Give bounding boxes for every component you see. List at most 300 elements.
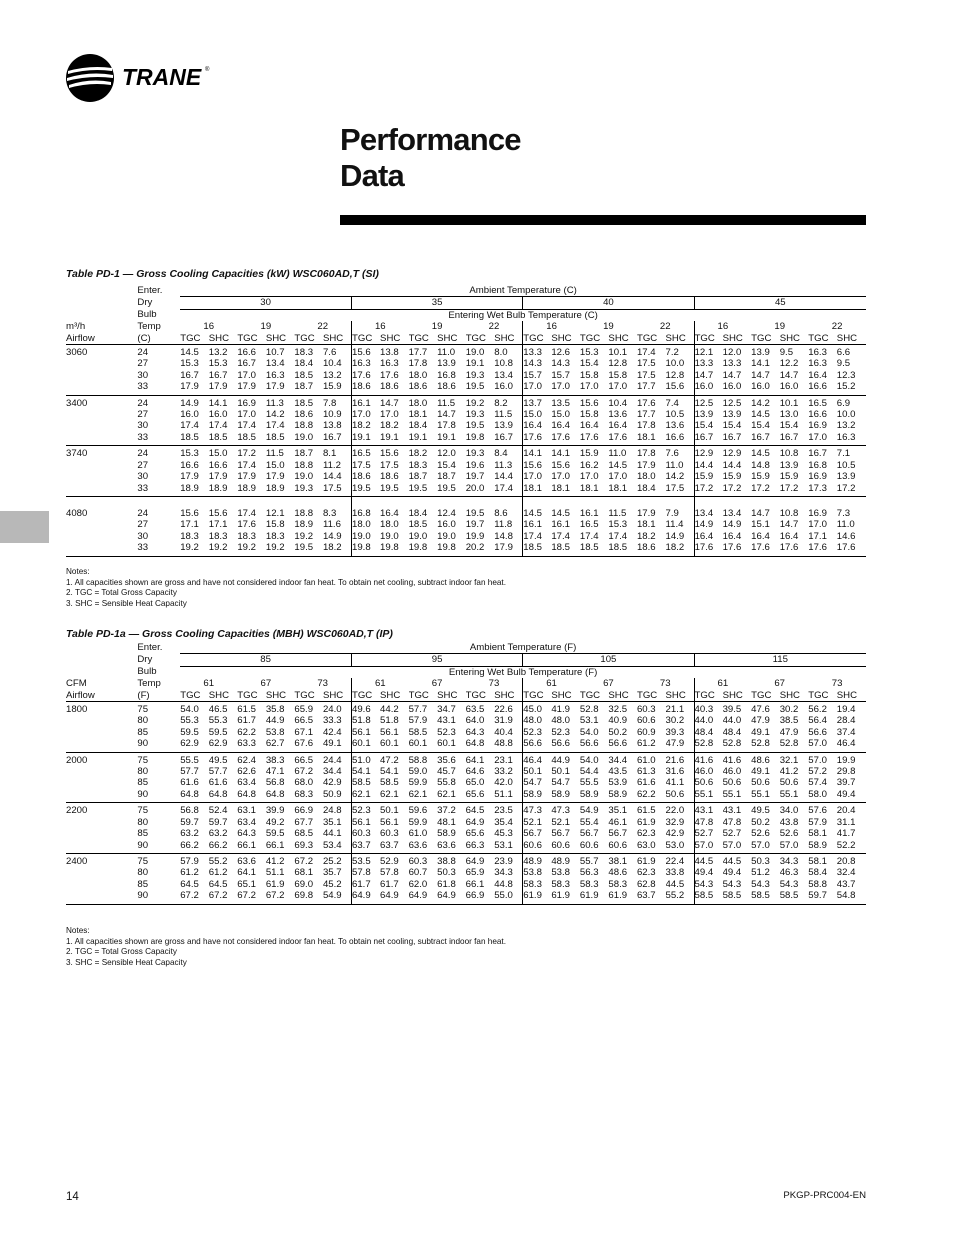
wet-bulb-value: 19 bbox=[774, 321, 786, 333]
tgc-value: 16.6 bbox=[180, 459, 199, 471]
tgc-value: 52.8 bbox=[579, 704, 599, 716]
shc-value: 45.7 bbox=[437, 766, 456, 778]
tgc-value: 16.4 bbox=[579, 420, 599, 432]
tgc-value: 15.3 bbox=[579, 347, 599, 359]
shc-value: 60.1 bbox=[380, 738, 409, 752]
shc-value: 14.5 bbox=[551, 507, 571, 519]
tgc-header: TGC bbox=[180, 690, 209, 702]
wet-bulb-value: 67 bbox=[603, 678, 614, 690]
tgc-value: 52.6 bbox=[751, 828, 770, 840]
header-blank bbox=[66, 309, 137, 321]
shc-value: 56.1 bbox=[380, 816, 399, 828]
note-line: 3. SHC = Sensible Heat Capacity bbox=[66, 957, 187, 967]
tgc-value: 55.7 bbox=[579, 855, 599, 867]
entering-dry-bulb-temp: 33 bbox=[137, 381, 180, 395]
table-row bbox=[66, 879, 866, 890]
shc-value: 50.1 bbox=[380, 805, 399, 817]
shc-value: 17.6 bbox=[723, 542, 752, 556]
table-row bbox=[66, 752, 866, 766]
airflow-label: Airflow bbox=[66, 333, 137, 345]
shc-value: 39.5 bbox=[722, 704, 742, 716]
tgc-value: 54.7 bbox=[523, 777, 552, 788]
tgc-value: 64.5 bbox=[180, 878, 199, 890]
tgc-value: 65.9 bbox=[465, 867, 485, 879]
shc-value: 56.6 bbox=[551, 738, 580, 752]
tgc-value: 60.6 bbox=[523, 840, 552, 854]
tgc-value: 15.9 bbox=[694, 471, 723, 482]
tgc-value: 64.1 bbox=[237, 867, 256, 879]
shc-header: SHC bbox=[437, 690, 466, 702]
shc-value: 42.0 bbox=[494, 777, 513, 789]
shc-value: 16.4 bbox=[779, 530, 799, 542]
entering-dry-bulb-temp: 27 bbox=[137, 519, 149, 531]
tgc-value: 19.0 bbox=[294, 471, 314, 483]
tgc-value: 16.7 bbox=[237, 358, 256, 370]
tgc-value: 58.5 bbox=[351, 777, 380, 788]
tgc-value: 12.1 bbox=[694, 345, 723, 359]
shc-value: 49.1 bbox=[323, 738, 352, 752]
shc-value: 18.5 bbox=[551, 542, 580, 556]
tgc-value: 50.3 bbox=[751, 855, 770, 867]
tgc-value: 18.5 bbox=[294, 397, 314, 409]
tgc-value: 69.0 bbox=[294, 878, 314, 890]
tgc-value: 60.1 bbox=[409, 738, 438, 752]
page-title bbox=[340, 122, 521, 194]
shc-value: 44.9 bbox=[551, 754, 570, 766]
tgc-value: 19.8 bbox=[409, 542, 438, 556]
shc-value: 60.1 bbox=[437, 738, 466, 752]
table-row bbox=[66, 766, 866, 777]
spacer-cell bbox=[780, 496, 809, 506]
shc-value: 19.0 bbox=[437, 530, 456, 542]
spacer-cell bbox=[180, 496, 209, 506]
tgc-header: TGC bbox=[637, 690, 666, 702]
shc-value: 10.1 bbox=[608, 347, 628, 359]
spacer-cell bbox=[608, 496, 637, 506]
tgc-value: 61.0 bbox=[408, 828, 428, 840]
shc-header: SHC bbox=[723, 333, 752, 345]
shc-value: 48.8 bbox=[494, 738, 523, 752]
shc-value: 13.9 bbox=[779, 459, 799, 471]
tgc-value: 16.9 bbox=[808, 420, 827, 432]
tgc-value: 16.7 bbox=[180, 369, 199, 381]
tgc-header: TGC bbox=[351, 690, 380, 702]
wet-bulb-value: 19 bbox=[603, 321, 614, 333]
shc-value: 14.9 bbox=[722, 519, 742, 531]
shc-value: 19.9 bbox=[836, 754, 856, 766]
shc-value: 29.8 bbox=[836, 766, 856, 778]
shc-value: 18.2 bbox=[380, 420, 399, 432]
shc-value: 11.8 bbox=[494, 519, 513, 531]
cooling-capacity-table-si bbox=[66, 285, 866, 557]
tgc-value: 55.1 bbox=[694, 789, 723, 803]
table-row bbox=[66, 738, 866, 752]
tgc-value: 66.5 bbox=[294, 754, 314, 766]
tgc-value: 63.5 bbox=[465, 704, 485, 716]
tgc-value: 60.9 bbox=[636, 726, 656, 738]
shc-value: 12.5 bbox=[722, 397, 742, 409]
shc-value: 52.1 bbox=[551, 816, 570, 828]
tgc-value: 58.5 bbox=[751, 890, 780, 904]
tgc-value: 63.7 bbox=[351, 840, 380, 854]
shc-value: 15.3 bbox=[608, 519, 628, 531]
tgc-value: 62.1 bbox=[409, 789, 438, 803]
tgc-value: 14.2 bbox=[751, 397, 770, 409]
tgc-value: 18.7 bbox=[408, 471, 428, 483]
shc-value: 56.1 bbox=[380, 726, 399, 738]
tgc-value: 14.8 bbox=[751, 459, 770, 471]
tgc-value: 53.5 bbox=[351, 853, 380, 867]
tgc-value: 55.1 bbox=[751, 789, 780, 803]
tgc-value: 52.3 bbox=[523, 727, 552, 738]
tgc-value: 61.5 bbox=[636, 805, 656, 817]
shc-value: 41.2 bbox=[265, 855, 285, 867]
header-blank bbox=[66, 297, 137, 309]
wet-bulb-value: 16 bbox=[203, 321, 215, 333]
shc-value: 9.5 bbox=[836, 358, 851, 370]
entering-dry-bulb-temp: 80 bbox=[137, 715, 149, 727]
wet-bulb-temperature-label: Entering Wet Bulb Temperature (F) bbox=[448, 666, 598, 678]
tgc-value: 19.8 bbox=[352, 542, 381, 556]
spacer-cell bbox=[837, 496, 866, 506]
tgc-value: 19.7 bbox=[465, 519, 485, 531]
tgc-value: 17.0 bbox=[352, 409, 381, 420]
tgc-value: 19.5 bbox=[465, 420, 485, 432]
shc-value: 12.0 bbox=[722, 347, 742, 359]
tgc-value: 60.6 bbox=[636, 715, 656, 727]
shc-value: 22.6 bbox=[494, 704, 513, 716]
tgc-value: 51.2 bbox=[751, 867, 770, 879]
tgc-value: 15.4 bbox=[694, 420, 723, 431]
tgc-value: 17.2 bbox=[237, 448, 256, 460]
wet-bulb-value: 73 bbox=[659, 678, 671, 690]
spacer-cell bbox=[551, 496, 580, 506]
note-line: 3. SHC = Sensible Heat Capacity bbox=[66, 598, 187, 608]
tgc-value: 58.9 bbox=[580, 789, 609, 803]
tgc-value: 63.7 bbox=[637, 890, 666, 904]
tgc-value: 17.5 bbox=[352, 460, 381, 471]
tgc-value: 19.5 bbox=[465, 507, 485, 519]
tgc-value: 18.1 bbox=[580, 483, 609, 497]
shc-value: 47.3 bbox=[551, 805, 570, 817]
shc-value: 17.2 bbox=[780, 483, 809, 497]
table-notes bbox=[66, 926, 506, 968]
shc-value: 7.2 bbox=[665, 347, 679, 359]
airflow-blank bbox=[66, 789, 137, 803]
shc-value: 10.1 bbox=[779, 397, 799, 409]
airflow-label: Airflow bbox=[66, 690, 137, 702]
shc-value: 13.2 bbox=[322, 369, 342, 381]
shc-value: 32.5 bbox=[608, 704, 628, 716]
tgc-value: 17.6 bbox=[751, 542, 780, 556]
shc-value: 16.0 bbox=[437, 519, 456, 531]
shc-value: 24.4 bbox=[322, 754, 342, 766]
tgc-value: 19.3 bbox=[465, 448, 485, 460]
tgc-value: 44.5 bbox=[694, 853, 723, 867]
shc-value: 18.9 bbox=[209, 483, 238, 497]
shc-value: 11.0 bbox=[437, 347, 456, 359]
shc-value: 15.7 bbox=[551, 369, 571, 381]
tgc-value: 49.1 bbox=[751, 726, 770, 738]
table-notes bbox=[66, 567, 506, 609]
tgc-value: 16.1 bbox=[352, 395, 381, 409]
entering-dry-bulb-temp: 24 bbox=[137, 347, 149, 359]
tgc-value: 19.0 bbox=[352, 531, 381, 542]
tgc-value: 20.2 bbox=[466, 542, 495, 556]
shc-value: 42.4 bbox=[322, 726, 342, 738]
tgc-value: 61.2 bbox=[180, 867, 199, 879]
shc-value: 48.0 bbox=[551, 715, 570, 727]
tgc-value: 57.7 bbox=[180, 766, 199, 778]
tgc-value: 60.3 bbox=[636, 704, 656, 716]
tgc-value: 62.0 bbox=[408, 878, 428, 890]
shc-value: 58.3 bbox=[608, 878, 628, 890]
header-temp: Temp bbox=[137, 321, 161, 333]
shc-value: 33.3 bbox=[322, 715, 342, 727]
shc-value: 18.0 bbox=[380, 519, 399, 531]
shc-value: 17.9 bbox=[494, 542, 523, 556]
header-temp: Temp bbox=[137, 678, 161, 690]
shc-value: 53.1 bbox=[494, 840, 523, 854]
shc-value: 18.2 bbox=[666, 542, 695, 556]
airflow-blank bbox=[66, 409, 137, 420]
header-dry: Dry bbox=[137, 296, 153, 308]
tgc-value: 16.7 bbox=[751, 432, 780, 446]
tgc-value: 64.0 bbox=[465, 715, 485, 727]
shc-value: 49.5 bbox=[208, 754, 228, 766]
wet-bulb-value: 16 bbox=[694, 321, 751, 332]
shc-value: 7.6 bbox=[322, 347, 337, 359]
tgc-value: 19.3 bbox=[465, 369, 485, 381]
shc-header: SHC bbox=[494, 690, 523, 702]
tgc-value: 16.4 bbox=[808, 369, 827, 381]
cooling-capacity-table-ip bbox=[66, 642, 866, 905]
tgc-value: 49.1 bbox=[751, 766, 770, 778]
tgc-value: 16.7 bbox=[694, 432, 723, 446]
tgc-value: 67.7 bbox=[294, 816, 314, 828]
shc-value: 31.9 bbox=[494, 715, 513, 727]
tgc-value: 19.5 bbox=[294, 542, 323, 556]
tgc-value: 16.0 bbox=[180, 409, 199, 421]
tgc-value: 64.9 bbox=[351, 890, 380, 904]
tgc-value: 13.7 bbox=[523, 395, 552, 409]
shc-value: 56.8 bbox=[265, 777, 285, 789]
shc-value: 49.4 bbox=[722, 867, 742, 879]
shc-value: 59.5 bbox=[208, 726, 228, 738]
shc-value: 15.6 bbox=[551, 459, 571, 471]
wet-bulb-value: 19 bbox=[260, 321, 272, 333]
tgc-value: 18.8 bbox=[294, 507, 314, 519]
shc-value: 14.4 bbox=[722, 459, 742, 471]
tgc-value: 58.3 bbox=[579, 878, 599, 890]
tgc-value: 52.8 bbox=[751, 738, 780, 752]
shc-header: SHC bbox=[323, 333, 352, 345]
shc-value: 52.8 bbox=[780, 738, 809, 752]
header-enter: Enter. bbox=[137, 642, 163, 653]
shc-value: 46.0 bbox=[722, 766, 742, 778]
shc-value: 43.8 bbox=[779, 816, 799, 828]
tgc-value: 54.3 bbox=[751, 878, 770, 890]
tgc-value: 18.3 bbox=[408, 459, 428, 471]
shc-value: 55.0 bbox=[494, 890, 523, 904]
shc-value: 16.6 bbox=[208, 459, 228, 471]
tgc-value: 64.8 bbox=[466, 738, 495, 752]
shc-value: 43.1 bbox=[437, 715, 456, 727]
tgc-value: 18.6 bbox=[352, 471, 381, 482]
wet-bulb-value: 22 bbox=[831, 321, 843, 333]
tgc-value: 65.9 bbox=[294, 704, 314, 716]
tgc-value: 54.1 bbox=[351, 766, 380, 777]
shc-value: 61.9 bbox=[551, 890, 580, 904]
tgc-value: 16.9 bbox=[808, 471, 827, 483]
shc-value: 66.2 bbox=[209, 840, 238, 854]
tgc-header: TGC bbox=[580, 690, 609, 702]
tgc-value: 16.6 bbox=[808, 381, 837, 395]
shc-value: 34.3 bbox=[779, 855, 799, 867]
shc-value: 17.6 bbox=[837, 542, 866, 556]
wet-bulb-value: 16 bbox=[352, 321, 409, 332]
shc-value: 16.7 bbox=[208, 369, 228, 381]
shc-value: 13.4 bbox=[494, 369, 513, 381]
shc-value: 33.2 bbox=[494, 766, 513, 778]
tgc-header: TGC bbox=[751, 690, 780, 702]
tgc-value: 17.7 bbox=[408, 347, 428, 359]
tgc-header: TGC bbox=[694, 690, 723, 702]
shc-value: 8.0 bbox=[494, 347, 508, 359]
page-title-line-1: Performance bbox=[340, 122, 521, 157]
document-code: PKGP-PRC004-EN bbox=[783, 1190, 866, 1201]
shc-value: 35.4 bbox=[494, 816, 513, 828]
entering-dry-bulb-temp: 85 bbox=[137, 777, 149, 789]
table-row bbox=[66, 817, 866, 828]
shc-value: 60.3 bbox=[380, 828, 399, 840]
shc-value: 52.6 bbox=[779, 828, 799, 840]
table-row bbox=[66, 345, 866, 359]
airflow-value: 3060 bbox=[66, 347, 88, 359]
wet-bulb-value: 61 bbox=[694, 678, 751, 689]
shc-value: 35.7 bbox=[322, 867, 342, 879]
shc-value: 43.5 bbox=[608, 766, 628, 778]
shc-value: 17.4 bbox=[551, 530, 571, 542]
tgc-value: 61.7 bbox=[351, 879, 380, 890]
tgc-value: 18.5 bbox=[180, 432, 209, 446]
shc-value: 13.9 bbox=[722, 409, 742, 421]
shc-value: 38.1 bbox=[608, 855, 628, 867]
shc-value: 13.2 bbox=[208, 347, 228, 359]
ambient-temperature-label: Ambient Temperature (F) bbox=[180, 642, 866, 654]
tgc-value: 19.2 bbox=[180, 542, 209, 556]
tgc-value: 12.5 bbox=[694, 395, 723, 409]
shc-value: 19.5 bbox=[437, 483, 466, 497]
tgc-value: 68.3 bbox=[294, 789, 323, 803]
tgc-value: 15.4 bbox=[579, 358, 599, 370]
shc-value: 54.9 bbox=[323, 890, 352, 904]
tgc-value: 59.9 bbox=[408, 777, 428, 789]
shc-value: 14.7 bbox=[437, 409, 456, 421]
spacer-cell bbox=[380, 496, 409, 506]
tgc-value: 14.5 bbox=[751, 409, 770, 421]
shc-value: 18.1 bbox=[608, 483, 637, 497]
tgc-value: 17.5 bbox=[636, 369, 656, 381]
title-rule bbox=[340, 215, 866, 225]
shc-value: 8.2 bbox=[494, 397, 508, 409]
wet-bulb-value: 73 bbox=[831, 678, 843, 690]
airflow-value: 2000 bbox=[66, 754, 88, 766]
tgc-value: 18.6 bbox=[352, 381, 381, 395]
tgc-value: 18.4 bbox=[294, 358, 314, 370]
spacer-cell bbox=[637, 496, 666, 506]
shc-value: 58.5 bbox=[780, 890, 809, 904]
wet-bulb-value: 67 bbox=[260, 678, 272, 690]
shc-value: 8.6 bbox=[494, 507, 508, 519]
shc-value: 50.6 bbox=[779, 777, 799, 789]
tgc-value: 17.4 bbox=[237, 507, 256, 519]
tgc-value: 59.0 bbox=[408, 766, 428, 778]
tgc-header: TGC bbox=[466, 690, 495, 702]
airflow-blank bbox=[66, 471, 137, 482]
shc-value: 19.4 bbox=[836, 704, 856, 716]
entering-dry-bulb-temp: 75 bbox=[137, 805, 149, 817]
tgc-value: 18.1 bbox=[408, 409, 428, 421]
tgc-value: 60.7 bbox=[408, 867, 428, 879]
wet-bulb-value: 19 bbox=[431, 321, 443, 333]
shc-value: 23.9 bbox=[494, 855, 513, 867]
shc-value: 58.9 bbox=[608, 789, 637, 803]
note-line: 2. TGC = Total Gross Capacity bbox=[66, 588, 177, 598]
airflow-value: 2200 bbox=[66, 805, 88, 817]
tgc-value: 55.3 bbox=[180, 715, 199, 727]
tgc-value: 63.1 bbox=[237, 805, 256, 817]
table-row bbox=[66, 727, 866, 738]
tgc-value: 56.1 bbox=[351, 727, 380, 738]
tgc-value: 14.1 bbox=[751, 358, 770, 370]
tgc-value: 48.9 bbox=[523, 853, 552, 867]
shc-value: 16.7 bbox=[723, 432, 752, 446]
shc-value: 14.7 bbox=[779, 519, 799, 531]
tgc-value: 17.6 bbox=[580, 432, 609, 446]
shc-header: SHC bbox=[209, 333, 238, 345]
tgc-value: 41.6 bbox=[694, 752, 723, 766]
tgc-value: 64.9 bbox=[465, 855, 485, 867]
tgc-value: 58.5 bbox=[408, 726, 428, 738]
shc-value: 17.2 bbox=[723, 483, 752, 497]
shc-value: 44.5 bbox=[722, 855, 742, 867]
tgc-value: 17.6 bbox=[237, 519, 256, 531]
airflow-blank bbox=[66, 867, 137, 878]
tgc-value: 14.1 bbox=[523, 446, 552, 460]
shc-value: 34.3 bbox=[494, 867, 513, 879]
shc-value: 44.1 bbox=[322, 828, 342, 840]
tgc-value: 61.2 bbox=[637, 738, 666, 752]
shc-value: 57.8 bbox=[380, 867, 399, 879]
shc-value: 18.5 bbox=[209, 432, 238, 446]
entering-dry-bulb-temp: 85 bbox=[137, 828, 149, 840]
shc-value: 46.4 bbox=[837, 738, 866, 752]
shc-value: 28.4 bbox=[836, 715, 856, 727]
tgc-value: 61.9 bbox=[523, 890, 552, 904]
shc-value: 16.3 bbox=[380, 358, 399, 370]
tgc-header: TGC bbox=[466, 333, 495, 345]
tgc-value: 58.1 bbox=[808, 828, 827, 840]
shc-value: 50.2 bbox=[608, 726, 628, 738]
entering-dry-bulb-temp: 27 bbox=[137, 358, 149, 370]
shc-value: 15.4 bbox=[722, 420, 742, 432]
shc-value: 7.1 bbox=[836, 448, 851, 460]
shc-value: 52.4 bbox=[208, 805, 228, 817]
shc-value: 30.2 bbox=[665, 715, 685, 727]
shc-header: SHC bbox=[266, 690, 295, 702]
airflow-blank bbox=[66, 879, 137, 890]
